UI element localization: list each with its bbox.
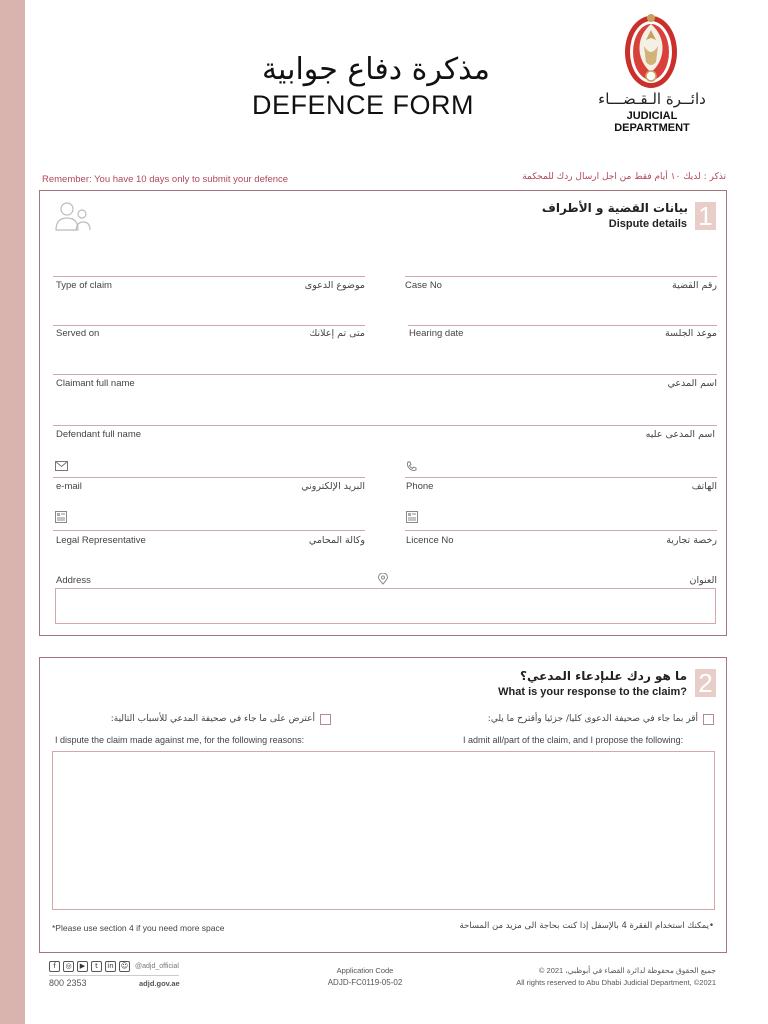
case-no-label-ar: رقم القضية xyxy=(671,280,717,291)
defendant-name-label: Defendant full name xyxy=(56,429,142,440)
address-input[interactable] xyxy=(55,588,716,624)
section1-number: 1 xyxy=(695,202,716,230)
section2-number: 2 xyxy=(695,669,716,697)
logo-text-arabic: دائــرة الـقـضـــاء xyxy=(598,90,706,108)
form-title-arabic: مذكرة دفاع جوابية xyxy=(261,52,490,87)
claimant-name-input-line[interactable] xyxy=(53,374,717,375)
email-input-line[interactable] xyxy=(53,477,365,478)
legal-representative-label-ar: وكالة المحامي xyxy=(308,535,365,546)
twitter-icon[interactable]: t xyxy=(91,961,102,972)
section2-title-arabic: ما هو ردك علىإدعاء المدعي؟ xyxy=(520,669,687,683)
claimant-name-label-ar: اسم المدعي xyxy=(667,378,717,389)
address-label: Address xyxy=(56,575,91,586)
people-icon xyxy=(55,201,91,231)
email-icon xyxy=(55,461,68,471)
copyright-arabic: جميع الحقوق محفوظة لدائرة القضاء في أبوظبي، 2021 © xyxy=(538,966,716,975)
section1-title-arabic: بيانات القضية و الأطراف xyxy=(541,201,688,215)
licence-no-label-ar: رخصة تجارية xyxy=(666,535,717,546)
licence-card-icon xyxy=(406,511,418,523)
linkedin-icon[interactable]: in xyxy=(105,961,116,972)
email-label-ar: البريد الإلكتروني xyxy=(301,481,365,492)
hearing-date-input-line[interactable] xyxy=(408,325,717,326)
location-pin-icon xyxy=(378,573,388,585)
served-on-label: Served on xyxy=(56,328,100,339)
email-label: e-mail xyxy=(56,481,82,492)
facebook-icon[interactable]: f xyxy=(49,961,60,972)
falcon-emblem-icon xyxy=(582,10,720,90)
type-of-claim-input-line[interactable] xyxy=(53,276,365,277)
id-card-icon xyxy=(55,511,67,523)
phone-input-line[interactable] xyxy=(405,477,717,478)
footer-divider xyxy=(49,975,179,976)
licence-no-input-line[interactable] xyxy=(405,530,717,531)
section1-title-english: Dispute details xyxy=(608,218,687,230)
snapchat-icon[interactable]: ☺ xyxy=(120,962,129,970)
hearing-date-label-ar: موعد الجلسة xyxy=(664,328,717,339)
footer-phone: 800 2353 xyxy=(49,978,87,988)
licence-no-label: Licence No xyxy=(406,535,454,546)
claimant-name-label: Claimant full name xyxy=(56,378,135,389)
admit-option-english: I admit all/part of the claim, and I propose the following: xyxy=(463,735,684,745)
form-title-english: DEFENCE FORM xyxy=(252,90,474,120)
copyright-english: All rights reserved to Abu Dhabi Judicial Department, ©2021 xyxy=(516,978,716,987)
legal-representative-input-line[interactable] xyxy=(53,530,365,531)
hearing-date-label: Hearing date xyxy=(409,328,464,339)
reminder-arabic: تذكر : لديك ١٠ أيام فقط من اجل ارسال ردك للمحكمة xyxy=(522,172,726,182)
served-on-input-line[interactable] xyxy=(53,325,365,326)
defendant-name-label-ar: اسم المدعى عليه xyxy=(645,429,715,440)
reminder-english: Remember: You have 10 days only to submit your defence xyxy=(42,174,289,185)
response-textarea[interactable] xyxy=(52,751,715,910)
dispute-option-arabic: أعترض على ما جاء في صحيفة المدعي للأسباب التالية: xyxy=(110,714,315,724)
case-no-input-line[interactable] xyxy=(405,276,717,277)
instagram-icon[interactable]: ◎ xyxy=(63,961,74,972)
type-of-claim-label-ar: موضوع الدعوى xyxy=(304,280,365,291)
phone-label-ar: الهاتف xyxy=(691,481,717,492)
application-code: ADJD-FC0119-05-02 xyxy=(327,978,403,987)
legal-representative-label: Legal Representative xyxy=(56,535,146,546)
youtube-icon[interactable]: ▶ xyxy=(77,961,88,972)
phone-label: Phone xyxy=(406,481,434,492)
logo-text-english: JUDICIAL DEPARTMENT xyxy=(614,110,690,134)
address-label-ar: العنوان xyxy=(689,575,717,586)
admit-option-arabic: أقر بما جاء في صحيفة الدعوى كليا/ جزئيا وأقترح ما يلي: xyxy=(487,714,698,724)
case-no-label: Case No xyxy=(405,280,442,291)
served-on-label-ar: متى تم إعلانك xyxy=(309,328,365,339)
dispute-details-section xyxy=(39,190,727,636)
more-space-note-arabic: •يمكنك استخدام الفقرة 4 بالإسفل إذا كنت بحاجة الى مزيد من المساحة xyxy=(459,921,714,931)
social-handle: @adjd_official xyxy=(135,963,179,970)
more-space-note-english: *Please use section 4 if you need more space xyxy=(52,923,225,933)
social-icons-row xyxy=(49,961,179,972)
dispute-checkbox[interactable] xyxy=(320,714,331,725)
application-code-label: Application Code xyxy=(336,966,394,975)
admit-checkbox[interactable] xyxy=(703,714,714,725)
footer-website[interactable]: adjd.gov.ae xyxy=(139,979,180,988)
dispute-option-english: I dispute the claim made against me, for the following reasons: xyxy=(55,735,305,745)
type-of-claim-label: Type of claim xyxy=(56,280,112,291)
defendant-name-input-line[interactable] xyxy=(53,425,717,426)
section2-title-english: What is your response to the claim? xyxy=(498,686,687,698)
phone-icon xyxy=(406,461,417,472)
left-accent-bar xyxy=(0,0,25,1024)
